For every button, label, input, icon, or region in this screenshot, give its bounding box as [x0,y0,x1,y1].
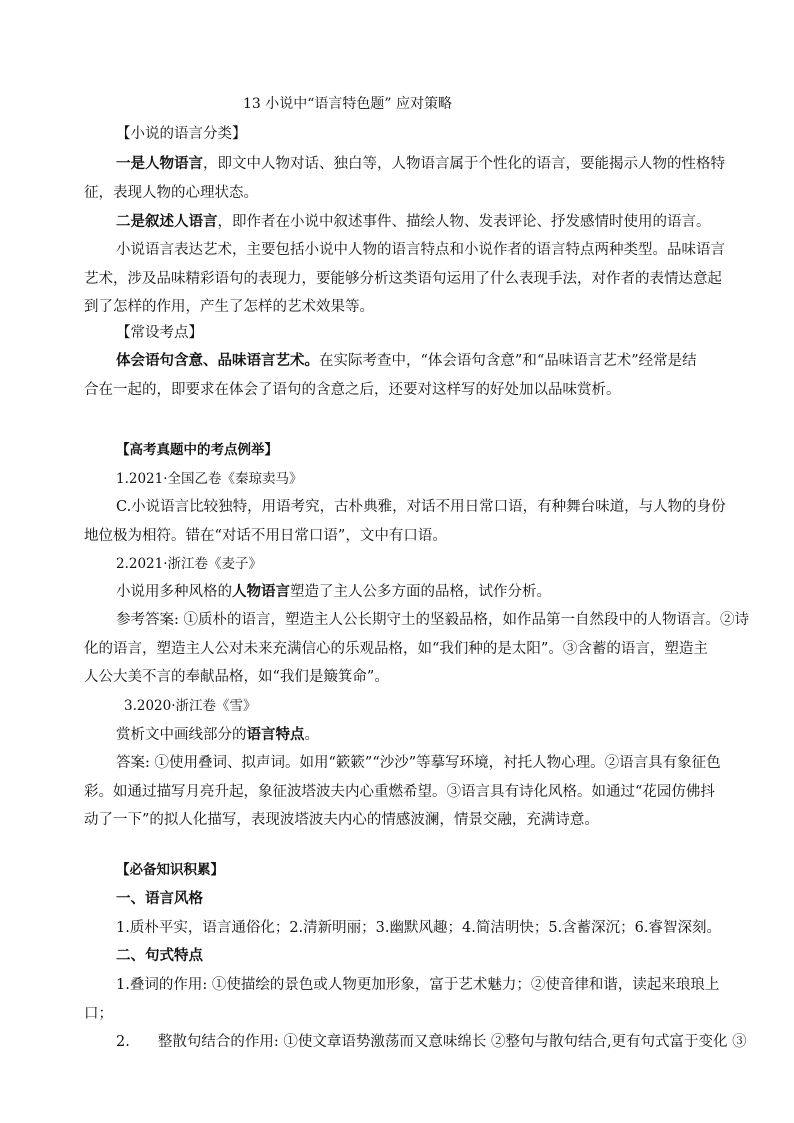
bold-term: 体会语句含意、品味语言艺术。 [116,352,319,369]
paragraph-line: 1.叠词的作用: ①使描绘的景色或人物更加形象，富于艺术魅力；②使音律和谐，读起来琅琅上 [116,977,720,993]
page-title: 13 小说中“语言特色题” 应对策略 [243,96,453,112]
example-title-2: 2.2021·浙江卷《麦子》 [116,556,263,572]
paragraph-narrator-language: 二是叙述人语言，即作者在小说中叙述事件、描绘人物、发表评论、抒发感情时使用的语言。 [116,213,711,230]
example-title-1: 1.2021·全国乙卷《秦琼卖马》 [116,471,303,487]
example-question-3: 赏析文中画线部分的语言特点。 [116,726,319,743]
paragraph-line-numbered: 2. 整散句结合的作用: ①使文章语势激荡而又意味绵长 ②整句与散句结合,更有句式富于变化 ③ [116,1034,747,1050]
paragraph-test-points: 体会语句含意、品味语言艺术。在实际考查中，“体会语句含意”和“品味语言艺术”经常是结 [116,352,697,369]
subheading-language-style: 一、语言风格 [116,890,203,907]
section-heading-common-test-points: 【常设考点】 [116,325,203,341]
paragraph-line: 小说语言表达艺术，主要包括小说中人物的语言特点和小说作者的语言特点两种类型。品味语言 [116,242,725,258]
paragraph-line: 地位极为相符。错在“对话不用日常口语”，文中有口语。 [84,528,447,544]
bold-term: 语言特点 [246,726,305,743]
section-heading-essential-knowledge: 【必备知识积累】 [116,862,224,878]
paragraph-line: 到了怎样的作用，产生了怎样的艺术效果等。 [84,299,374,315]
list-number: 2. [116,1034,130,1050]
paragraph-line: 征，表现人物的心理状态。 [84,185,258,201]
paragraph-line: 1.质朴平实，语言通俗化；2.清新明丽；3.幽默风趣；4.简洁明快；5.含蓄深沉；6.睿智深刻。 [116,920,722,936]
paragraph-line: 口； [84,1006,113,1022]
paragraph-line: 参考答案: ①质朴的语言，塑造主人公长期守土的坚毅品格，如作品第一自然段中的人物语言。②诗 [116,612,749,628]
section-heading-exam-examples: 【高考真题中的考点例举】 [116,442,278,458]
section-heading-language-classification: 【小说的语言分类】 [116,126,247,142]
paragraph-line: 人公大美不言的奉献品格，如“我们是簸箕命”。 [84,669,389,685]
paragraph-line: 化的语言，塑造主人公对未来充满信心的乐观品格，如“我们种的是太阳”。③含蓄的语言，塑造主 [84,641,708,657]
subheading-sentence-features: 二、句式特点 [116,947,203,964]
example-title-3: 3.2020·浙江卷《雪》 [124,698,257,714]
bold-term: 一是人物语言 [116,155,203,172]
example-question-2: 小说用多种风格的人物语言塑造了主人公多方面的品格，试作分析。 [116,583,551,600]
paragraph-line: 合在一起的，即要求在体会了语句的含意之后，还要对这样写的好处加以品味赏析。 [84,382,621,398]
paragraph-line: C.小说语言比较独特，用语考究，古朴典雅，对话不用日常口语，有种舞台味道，与人物的身份 [116,499,726,515]
bold-term: 二是叙述人语言 [116,213,218,230]
paragraph-line: 动了一下”的拟人化描写，表现波塔波夫内心的情感波澜，情景交融，充满诗意。 [84,812,599,828]
bold-term: 人物语言 [232,583,290,600]
paragraph-line: 彩。如通过描写月亮升起，象征波塔波夫内心重燃希望。③语言具有诗化风格。如通过“花园仿佛抖 [84,784,715,800]
paragraph-character-language: 一是人物语言，即文中人物对话、独白等，人物语言属于个性化的语言，要能揭示人物的性格特 [116,155,725,172]
paragraph-line: 艺术，涉及品味精彩语句的表现力，要能够分析这类语句运用了什么表现手法，对作者的表情达意起 [84,271,722,287]
paragraph-line: 答案: ①使用叠词、拟声词。如用“簌簌”“沙沙”等摹写环境，衬托人物心理。②语言具有象征色 [116,755,721,771]
